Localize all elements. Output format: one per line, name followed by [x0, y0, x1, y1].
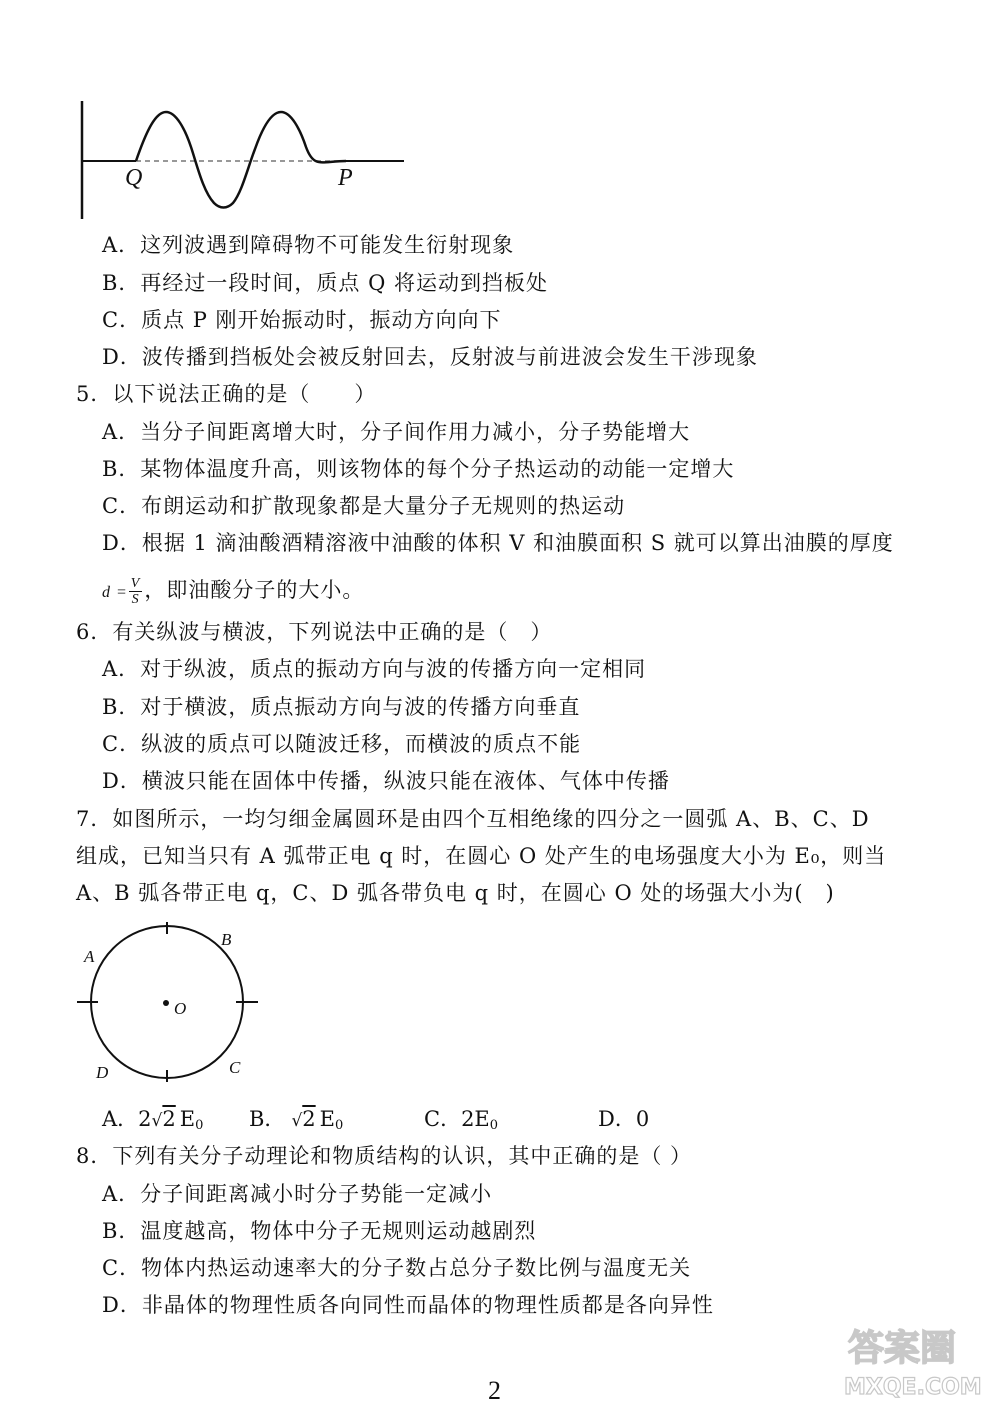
q5-option-a[interactable]: A．当分子间距离增大时，分子间作用力减小，分子势能增大	[102, 420, 691, 444]
q6-option-a[interactable]: A．对于纵波，质点的振动方向与波的传播方向一定相同	[102, 657, 647, 681]
center-dot	[163, 1000, 169, 1006]
q7-option-c-text: C．2E	[424, 1107, 490, 1131]
q5-formula-line	[102, 570, 364, 613]
q7-option-b-radicand: 2	[302, 1107, 316, 1131]
watermark-bottom-text: MXQE.COM	[844, 1375, 982, 1400]
q8-option-b[interactable]: B．温度越高，物体中分子无规则运动越剧烈	[102, 1219, 537, 1243]
wave-figure	[70, 95, 490, 225]
q7-option-a-sub: 0	[195, 1118, 204, 1133]
q6-stem: 6．有关纵波与横波，下列说法中正确的是（ ）	[76, 620, 553, 644]
formula-lhs: d =	[102, 584, 128, 601]
q7-option-b-unit: E	[319, 1107, 335, 1131]
q7-option-b-sub: 0	[335, 1118, 344, 1133]
wave-label-q: Q	[125, 165, 143, 191]
q4-option-d[interactable]: D．波传播到挡板处会被反射回去，反射波与前进波会发生干涉现象	[102, 345, 758, 369]
q5-option-c[interactable]: C．布朗运动和扩散现象都是大量分子无规则的热运动	[102, 494, 626, 518]
q4-option-a[interactable]: A．这列波遇到障碍物不可能发生衍射现象	[102, 233, 515, 257]
q7-option-a[interactable]	[102, 1104, 203, 1141]
q4-option-c[interactable]: C．质点 P 刚开始振动时，振动方向向下	[102, 308, 502, 332]
ring-figure	[70, 922, 270, 1092]
q7-option-c[interactable]	[424, 1104, 498, 1141]
watermark-logo	[840, 1320, 990, 1400]
watermark-top-text: 答案圈	[848, 1328, 957, 1369]
q7-option-b[interactable]	[249, 1104, 343, 1141]
label-a: A	[84, 947, 95, 966]
formula-fraction	[129, 576, 143, 607]
q4-option-b[interactable]: B．再经过一段时间，质点 Q 将运动到挡板处	[102, 271, 548, 295]
q6-option-d[interactable]: D．横波只能在固体中传播，纵波只能在液体、气体中传播	[102, 769, 670, 793]
q7-stem-line-2: 组成，已知当只有 A 弧带正电 q 时，在圆心 O 处产生的电场强度大小为 E₀，则当	[76, 844, 887, 868]
q7-option-d-text: D．0	[598, 1107, 650, 1131]
q7-option-a-radicand: 2	[162, 1107, 176, 1131]
q7-stem-line-1: 7．如图所示，一均匀细金属圆环是由四个互相绝缘的四分之一圆弧 A、B、C、D	[76, 807, 870, 831]
q7-option-c-sub: 0	[489, 1118, 499, 1133]
label-b: B	[221, 930, 232, 949]
formula-numerator: V	[130, 576, 141, 591]
q7-option-a-unit: E	[179, 1107, 196, 1131]
q6-option-c[interactable]: C．纵波的质点可以随波迁移，而横波的质点不能	[102, 732, 582, 756]
wave-label-p: P	[338, 165, 353, 191]
q7-option-b-prefix: B．	[249, 1107, 286, 1131]
formula-tail: ，即油酸分子的大小。	[144, 578, 365, 602]
q8-stem: 8．下列有关分子动理论和物质结构的认识，其中正确的是（ ）	[76, 1144, 693, 1168]
q6-option-b[interactable]: B．对于横波，质点振动方向与波的传播方向垂直	[102, 695, 581, 719]
q7-option-a-coef: 2	[138, 1107, 152, 1131]
q7-option-a-prefix: A．	[102, 1107, 139, 1131]
page-number: 2	[488, 1376, 501, 1405]
q8-option-a[interactable]: A．分子间距离减小时分子势能一定减小	[102, 1182, 493, 1206]
sqrt-symbol: √	[151, 1111, 163, 1131]
q7-stem-line-3: A、B 弧各带正电 q，C、D 弧各带负电 q 时，在圆心 O 处的场强大小为( )	[76, 881, 835, 905]
label-c: C	[229, 1058, 241, 1077]
q8-option-d[interactable]: D．非晶体的物理性质各向同性而晶体的物理性质都是各向异性	[102, 1293, 714, 1317]
q5-option-d[interactable]: D．根据 1 滴油酸酒精溶液中油酸的体积 V 和油膜面积 S 就可以算出油膜的厚度	[102, 531, 894, 555]
label-d: D	[96, 1063, 109, 1082]
wave	[136, 112, 346, 208]
sine-wave-main	[136, 106, 293, 216]
q7-option-d[interactable]	[598, 1104, 649, 1134]
sqrt-symbol: √	[291, 1111, 303, 1131]
q8-option-c[interactable]: C．物体内热运动速率大的分子数占总分子数比例与温度无关	[102, 1256, 692, 1280]
formula-denominator: S	[131, 592, 140, 607]
q5-stem: 5．以下说法正确的是（ ）	[76, 382, 377, 406]
label-o: O	[174, 999, 187, 1018]
q5-option-b[interactable]: B．某物体温度升高，则该物体的每个分子热运动的动能一定增大	[102, 457, 735, 481]
